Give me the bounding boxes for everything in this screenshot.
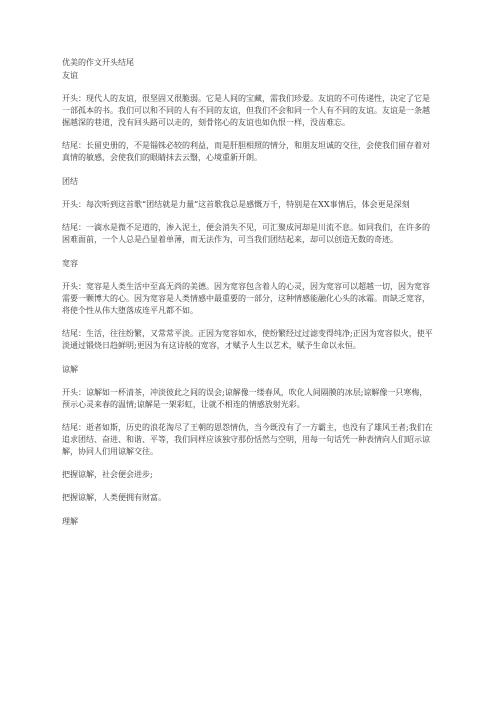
document-page: [62, 57, 434, 528]
section-heading-tolerance: 宽容: [62, 259, 78, 268]
paragraph-forgiveness-ending: 结尾：逝者如斯，历史的浪花淘尽了王朝的恩怨情仇，当今既没有了一方霸主，也没有了雄风王者;我们在追求团结、奋进、和谐、平等，我们同样应该独守那份恬然与空明，用每一句话凭一种表情向人们昭示谅解，协同人们用谅解交往。: [62, 423, 433, 456]
section-heading-understanding: 理解: [62, 517, 78, 526]
paragraph-tolerance-ending: 结尾：生活，往往纷繁，又常常平淡。正因为宽容如水，使纷繁经过过滤变得纯净;正因为宽容似火，使平淡通过锻烧日趋鲜明;更因为有这诗般的宽容，才赋予人生以艺术，赋予生命以永恒。: [62, 329, 433, 350]
paragraph-unity-ending: 结尾：一滴水是微不足道的，渗入泥土，便会消失不见，可汇聚成河却是川流不息。如同我们，在许多的困难面前，一个人总是凸显着单薄，而无法作为，可当我们团结起来，却可以创造无数的奇迹。: [62, 223, 430, 244]
section-heading-unity: 团结: [62, 177, 78, 186]
paragraph-friendship-ending: 结尾：长留史册的，不是锱铢必较的利益，而是肝胆相照的情分，和朋友坦诚的交往，会使我们留存着对真情的敏感，会使我们的眼睛抹去云翳，心境重新开朗。: [62, 141, 430, 162]
paragraph-unity-opening: 开头：每次听到这首歌“团结就是力量”这首歌我总是感慨万千，特别是在XX事情后，体会更是深刻: [62, 200, 410, 209]
paragraph-forgiveness-line-1: 把握谅解，社会便会进步;: [62, 470, 153, 479]
paragraph-tolerance-opening: 开头：宽容是人类生活中至高无尚的美德。因为宽容包含着人的心灵，因为宽容可以超越一切，因为宽容需要一颗博大的心。因为宽容是人类情感中最重要的一部分，这种情感能融化心头的冰霜。而缺乏宽容，将使个性从伟大堕落成连平凡都不如。: [62, 282, 430, 315]
section-heading-forgiveness: 谅解: [62, 365, 78, 374]
paragraph-forgiveness-opening: 开头：谅解如一杯清茶，冲淡彼此之间的误会;谅解像一缕春风，吹化人间隔膜的冰层;谅解像一只寒梅，预示心灵来春的温情;谅解是一架彩虹，让就不相连的情感放射光彩。: [62, 388, 428, 409]
paragraph-friendship-opening: 开头：现代人的友谊，很坚固又很脆弱。它是人间的宝藏，需我们珍爱。友谊的不可传递性，决定了它是一部孤本的书。我们可以和不同的人有不同的友谊，但我们不会和同一个人有不同的友谊。友谊是一条越掘越深的巷道，没有回头路可以走的，刻骨铭心的友谊也如仇恨一样，没齿难忘。: [62, 94, 430, 127]
paragraph-forgiveness-line-2: 把握谅解，人类便拥有财富。: [62, 493, 166, 502]
document-title: 优美的作文开头结尾: [62, 58, 134, 67]
section-heading-friendship: 友谊: [62, 71, 78, 80]
